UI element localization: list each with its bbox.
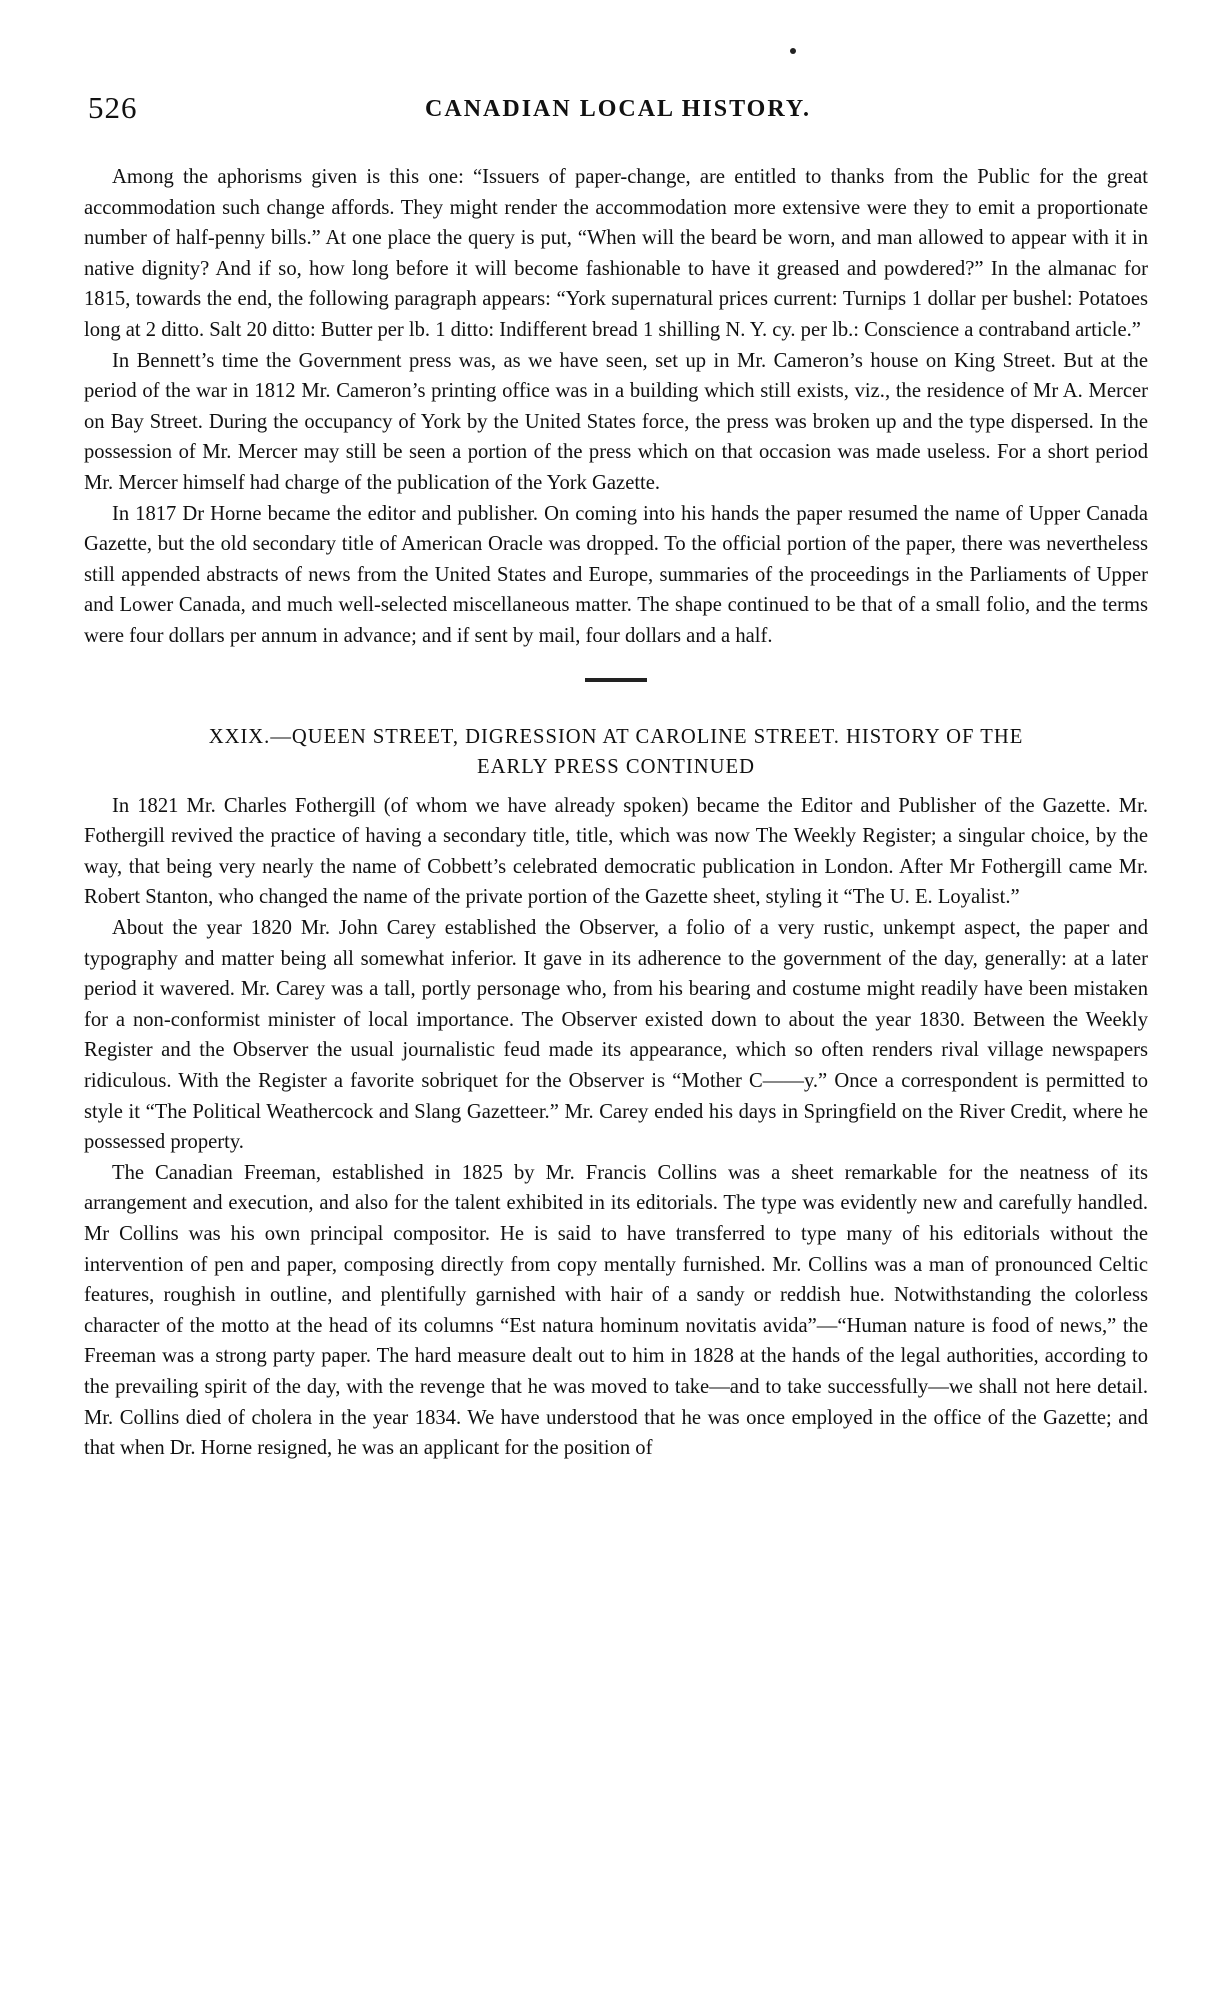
body-paragraph: In 1821 Mr. Charles Fothergill (of whom we have already spoken) became the Editor and Publisher of the Gazette. Mr. Fothergill revived the practice of having a secondary title, title, which was now The Weekly Register; a singular choice, by the way, that being very nearly the name of Cobbett’s celebrated democratic publication in London. After Mr Fothergill came Mr. Robert Stanton, who changed the name of the private portion of the Gazette sheet, styling it “The U. E. Loyalist.” <box>84 794 1148 909</box>
section-heading-line: XXIX.—QUEEN STREET, DIGRESSION AT CAROLINE STREET. HISTORY OF THE <box>208 725 1024 748</box>
body-paragraph: About the year 1820 Mr. John Carey established the Observer, a folio of a very rustic, unkempt aspect, the paper and typography and matter being all somewhat inferior. It gave in its adherence to the government of the day, generally: at a later period it wavered. Mr. Carey was a tall, portly personage who, from his bearing and costume might readily have been mistaken for a non-conformist minister of local importance. The Observer existed down to about the year 1830. Between the Weekly Register and the Observer the usual journalistic feud made its appearance, which so often renders rival village newspapers ridiculous. With the Register a favorite sobriquet for the Observer is “Mother C——y.” Once a correspondent is permitted to style it “The Political Weathercock and Slang Gazetteer.” Mr. Carey ended his days in Springfield on the River Credit, where he possessed property. <box>84 917 1148 1154</box>
body-paragraph: In 1817 Dr Horne became the editor and publisher. On coming into his hands the paper resumed the name of Upper Canada Gazette, but the old secondary title of American Oracle was dropped. To the official portion of the paper, there was nevertheless still appended abstracts of news from the United States and Europe, summaries of the proceedings in the Parliaments of Upper and Lower Canada, and much well-selected miscellaneous matter. The shape continued to be that of a small folio, and the terms were four dollars per annum in advance; and if sent by mail, four dollars and a half. <box>84 502 1148 647</box>
body-paragraph: The Canadian Freeman, established in 1825 by Mr. Francis Collins was a sheet remarkable for the neatness of its arrangement and execution, and also for the talent exhibited in its editorials. The type was evidently new and carefully handled. Mr Collins was his own principal compositor. He is said to have transferred to type many of his editorials without the intervention of pen and paper, composing directly from copy mentally furnished. Mr. Collins was a man of pronounced Celtic features, roughish in outline, and plentifully garnished with hair of a sandy or reddish hue. Notwithstanding the colorless character of the motto at the head of its columns “Est natura hominum novitatis avida”—“Human nature is food of news,” the Freeman was a strong party paper. The hard measure dealt out to him in 1828 at the hands of the legal authorities, according to the prevailing spirit of the day, with the revenge that he was moved to take—and to take successfully—we shall not here detail. Mr. Collins died of cholera in the year 1834. We have understood that he was once employed in the office of the Gazette; and that when Dr. Horne resigned, he was an applicant for the position of <box>84 1161 1148 1460</box>
body-paragraph: Among the aphorisms given is this one: “Issuers of paper-change, are entitled to thanks from the Public for the great accommodation such change affords. They might render the accommodation more extensive were they to emit a proportionate number of half-penny bills.” At one place the query is put, “When will the beard be worn, and man allowed to appear with it in native dignity? And if so, how long before it will become fashionable to have it greased and powdered?” In the almanac for 1815, towards the end, the following paragraph appears: “York supernatural prices current: Turnips 1 dollar per bushel: Potatoes long at 2 ditto. Salt 20 ditto: Butter per lb. 1 ditto: Indifferent bread 1 shilling N. Y. cy. per lb.: Conscience a contraband article.” <box>84 166 1148 341</box>
body-paragraph: In Bennett’s time the Government press was, as we have seen, set up in Mr. Cameron’s house on King Street. But at the period of the war in 1812 Mr. Cameron’s printing office was in a building which still exists, viz., the residence of Mr A. Mercer on Bay Street. During the occupancy of York by the United States force, the press was broken up and the type dispersed. In the possession of Mr. Mercer may still be seen a portion of the press which on that occasion was made useless. For a short period Mr. Mercer himself had charge of the publication of the York Gazette. <box>84 349 1148 494</box>
page-body <box>84 162 1148 1464</box>
page-header <box>88 90 1148 140</box>
section-heading-line: EARLY PRESS CONTINUED <box>477 756 755 779</box>
section-heading <box>84 722 1148 783</box>
section-divider <box>585 678 647 682</box>
running-head: CANADIAN LOCAL HISTORY. <box>425 96 811 122</box>
page-number: 526 <box>88 90 138 125</box>
print-speck <box>790 48 796 54</box>
